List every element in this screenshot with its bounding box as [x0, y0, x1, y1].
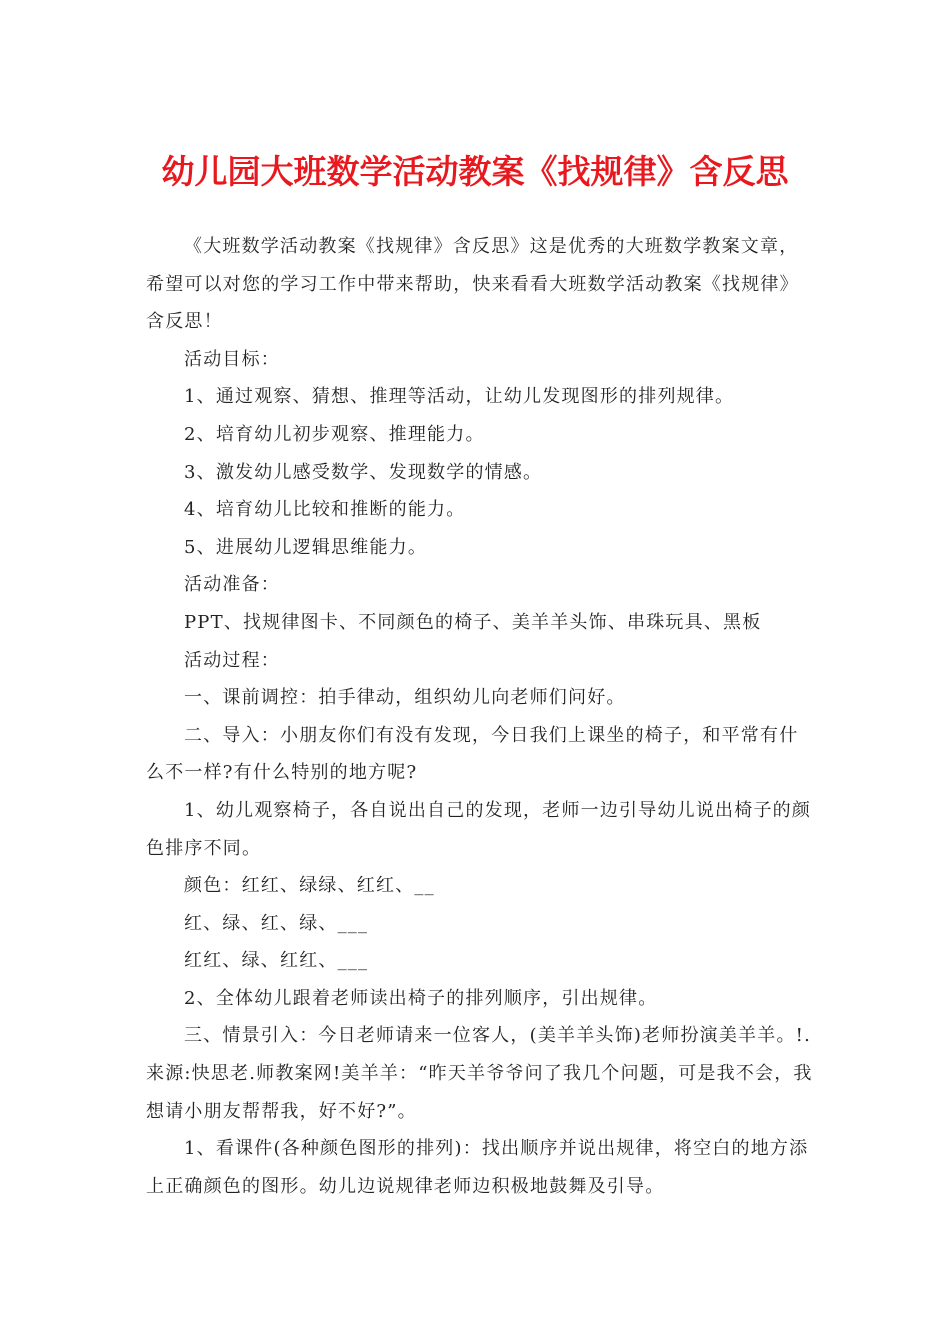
paragraph-step-2-1: 1、幼儿观察椅子，各自说出自己的发现，老师一边引导幼儿说出椅子的颜色排序不同。 — [146, 799, 812, 859]
paragraph-goal-2: 2、培育幼儿初步观察、推理能力。 — [184, 423, 485, 445]
paragraph-goal-3: 3、激发幼儿感受数学、发现数学的情感。 — [184, 461, 543, 483]
paragraph-goal-1: 1、通过观察、猜想、推理等活动，让幼儿发现图形的排列规律。 — [184, 386, 735, 408]
paragraph-step-1: 一、课前调控：拍手律动，组织幼儿向老师们问好。 — [184, 687, 626, 709]
paragraph-color-seq-2: 红、绿、红、绿、___ — [184, 912, 369, 934]
document-body — [146, 228, 814, 1205]
paragraph-intro: 《大班数学活动教案《找规律》含反思》这是优秀的大班数学教案文章，希望可以对您的学习工作中带来帮助，快来看看大班数学活动教案《找规律》含反思！ — [146, 236, 799, 333]
paragraph-step-3: 三、情景引入：今日老师请来一位客人，(美羊羊头饰)老师扮演美羊羊。!.来源:快思老.师教案网!美羊羊：“昨天羊爷爷问了我几个问题，可是我不会，我想请小朋友帮帮我，好不好?”。 — [146, 1025, 813, 1122]
paragraph-color-seq-1: 颜色：红红、绿绿、红红、__ — [184, 875, 435, 897]
paragraph-color-seq-3: 红红、绿、红红、___ — [184, 950, 369, 972]
document-title: 幼儿园大班数学活动教案《找规律》含反思 — [161, 152, 789, 191]
paragraph-goal-4: 4、培育幼儿比较和推断的能力。 — [184, 499, 466, 521]
paragraph-prep-items: PPT、找规律图卡、不同颜色的椅子、美羊羊头饰、串珠玩具、黑板 — [184, 611, 762, 633]
paragraph-process-heading: 活动过程： — [184, 649, 280, 671]
paragraph-step-2: 二、导入：小朋友你们有没有发现，今日我们上课坐的椅子，和平常有什么不一样?有什么特别的地方呢? — [146, 724, 799, 784]
paragraph-step-3-1: 1、看课件(各种颜色图形的排列)：找出顺序并说出规律，将空白的地方添上正确颜色的图形。幼儿边说规律老师边积极地鼓舞及引导。 — [146, 1138, 809, 1197]
paragraph-step-2-2: 2、全体幼儿跟着老师读出椅子的排列顺序，引出规律。 — [184, 987, 658, 1009]
paragraph-prep-heading: 活动准备： — [184, 574, 280, 596]
paragraph-goals-heading: 活动目标： — [184, 348, 280, 370]
paragraph-goal-5: 5、进展幼儿逻辑思维能力。 — [184, 536, 428, 558]
